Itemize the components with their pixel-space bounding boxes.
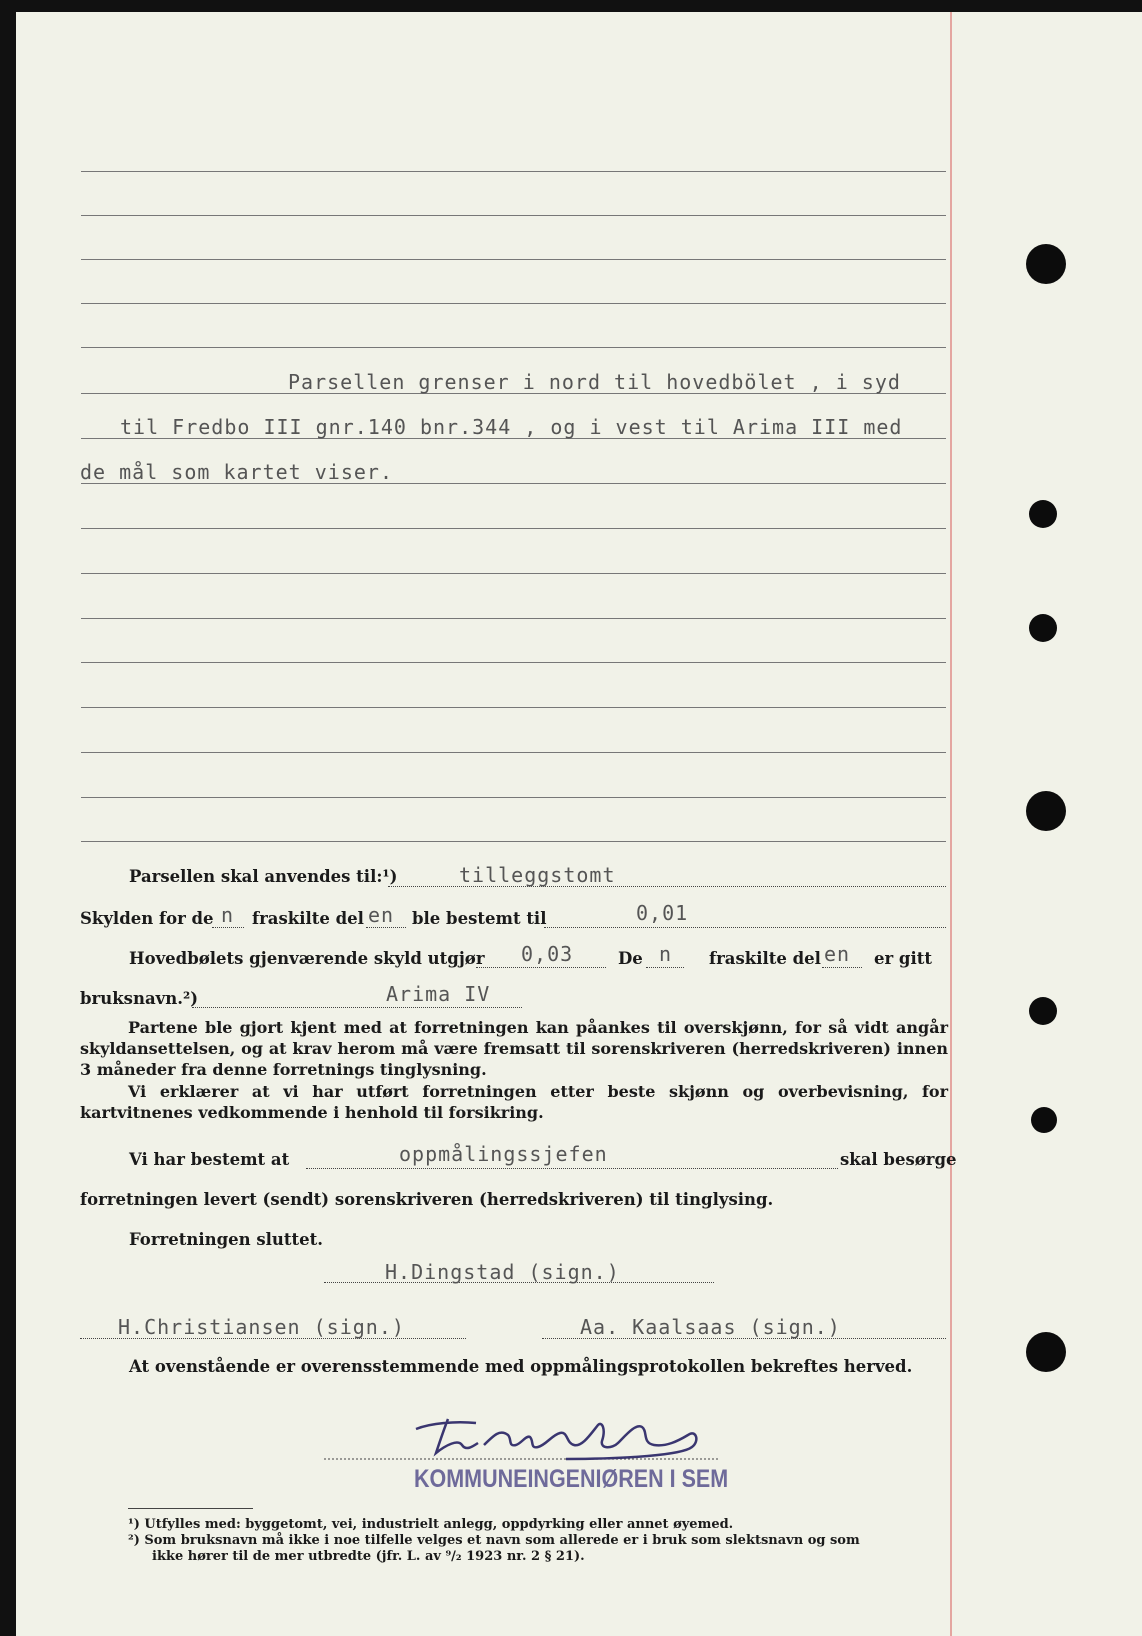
skyld-fill1-dots	[212, 927, 244, 928]
bestemt-dots	[306, 1168, 838, 1169]
boundary-line-3: de mål som kartet viser.	[80, 460, 393, 484]
skyld-fill1: n	[221, 903, 235, 927]
bruksnavn-value: Arima IV	[386, 982, 491, 1006]
footnote-separator	[128, 1508, 253, 1509]
hoved-fill1: n	[659, 942, 673, 966]
punch-hole	[1026, 244, 1066, 284]
bruksnavn-label: bruksnavn.²)	[80, 989, 198, 1008]
skyld-value: 0,01	[636, 901, 689, 925]
ruled-line	[81, 303, 946, 304]
hoved-value: 0,03	[521, 942, 574, 966]
ruled-line	[81, 171, 946, 172]
bestemt-label: Vi har bestemt at	[129, 1150, 290, 1169]
sign-left: H.Christiansen (sign.)	[118, 1315, 405, 1339]
ruled-line	[81, 528, 946, 529]
skyld-prefix: Skylden for de	[80, 909, 214, 928]
bruksnavn-dots	[192, 1007, 522, 1008]
vi-erklaerer-text: Vi erklærer at vi har utført forretningen etter beste skjønn og overbevisning, for kartvitnenes vedkommende i henhold til forsikring.	[80, 1082, 948, 1122]
punch-hole	[1031, 1107, 1057, 1133]
use-value: tilleggstomt	[459, 863, 616, 887]
partene-paragraph	[80, 1017, 948, 1080]
ruled-line	[81, 573, 946, 574]
punch-hole	[1029, 614, 1057, 642]
skyld-fill2-dots	[366, 927, 406, 928]
hoved-mid: fraskilte del	[709, 949, 821, 968]
sign-right: Aa. Kaalsaas (sign.)	[580, 1315, 841, 1339]
skyld-fill2: en	[368, 903, 395, 927]
boundary-line-1: Parsellen grenser i nord til hovedbölet , i syd	[288, 370, 901, 394]
footnote-2-line-1: ²) Som bruksnavn må ikke i noe tilfelle velges et navn som allerede er i bruk som slektsnavn og som	[128, 1533, 860, 1548]
municipal-stamp: KOMMUNEINGENIØREN I SEM	[414, 1465, 729, 1493]
punch-hole	[1029, 997, 1057, 1025]
bekreftes-text: At ovenstående er overensstemmende med oppmålingsprotokollen bekreftes herved.	[129, 1357, 913, 1376]
red-margin-line	[950, 12, 952, 1636]
ruled-line	[81, 347, 946, 348]
vi-erklaerer-paragraph	[80, 1081, 948, 1123]
ruled-line	[81, 618, 946, 619]
bestemt-suffix: skal besørge	[840, 1150, 957, 1169]
ruled-line	[81, 707, 946, 708]
skyld-mid: fraskilte del	[252, 909, 364, 928]
partene-text: Partene ble gjort kjent med at forretningen kan påankes til overskjønn, for så vidt angår skyldansettelsen, og at krav herom må være fremsatt til sorenskriveren (herredskriveren) innen 3 måneder fra denne forretnings tinglysning.	[80, 1018, 948, 1079]
skyld-value-dots	[544, 927, 946, 928]
use-label: Parsellen skal anvendes til:¹)	[129, 867, 398, 886]
ruled-line	[81, 752, 946, 753]
ruled-line	[81, 841, 946, 842]
punch-hole	[1026, 1332, 1066, 1372]
handwritten-signature	[316, 1405, 726, 1465]
bestemt-value: oppmålingssjefen	[399, 1142, 608, 1166]
hoved-label: Hovedbølets gjenværende skyld utgjør	[129, 949, 485, 968]
sign-center: H.Dingstad (sign.)	[385, 1260, 620, 1284]
ruled-line	[81, 215, 946, 216]
ruled-line	[81, 662, 946, 663]
hoved-de: De	[618, 949, 643, 968]
footnote-1: ¹) Utfylles med: byggetomt, vei, industrielt anlegg, oppdyrking eller annet øyemed.	[128, 1517, 734, 1532]
punch-hole	[1026, 791, 1066, 831]
hoved-fill2-dots	[822, 967, 862, 968]
hoved-fill2: en	[824, 942, 851, 966]
punch-hole	[1029, 500, 1057, 528]
hoved-fill1-dots	[646, 967, 684, 968]
skyld-suffix: ble bestemt til	[412, 909, 547, 928]
ruled-line	[81, 259, 946, 260]
document-page	[16, 12, 1142, 1636]
footnote-2-line-2: ikke hører til de mer utbredte (jfr. L. av ⁹/₂ 1923 nr. 2 § 21).	[152, 1549, 585, 1564]
ruled-line	[81, 797, 946, 798]
hoved-value-dots	[476, 967, 606, 968]
sluttet-text: Forretningen sluttet.	[129, 1230, 324, 1249]
levert-text: forretningen levert (sendt) sorenskriveren (herredskriveren) til tinglysing.	[80, 1190, 774, 1209]
hoved-suffix: er gitt	[874, 949, 932, 968]
boundary-line-2: til Fredbo III gnr.140 bnr.344 , og i vest til Arima III med	[120, 415, 903, 439]
